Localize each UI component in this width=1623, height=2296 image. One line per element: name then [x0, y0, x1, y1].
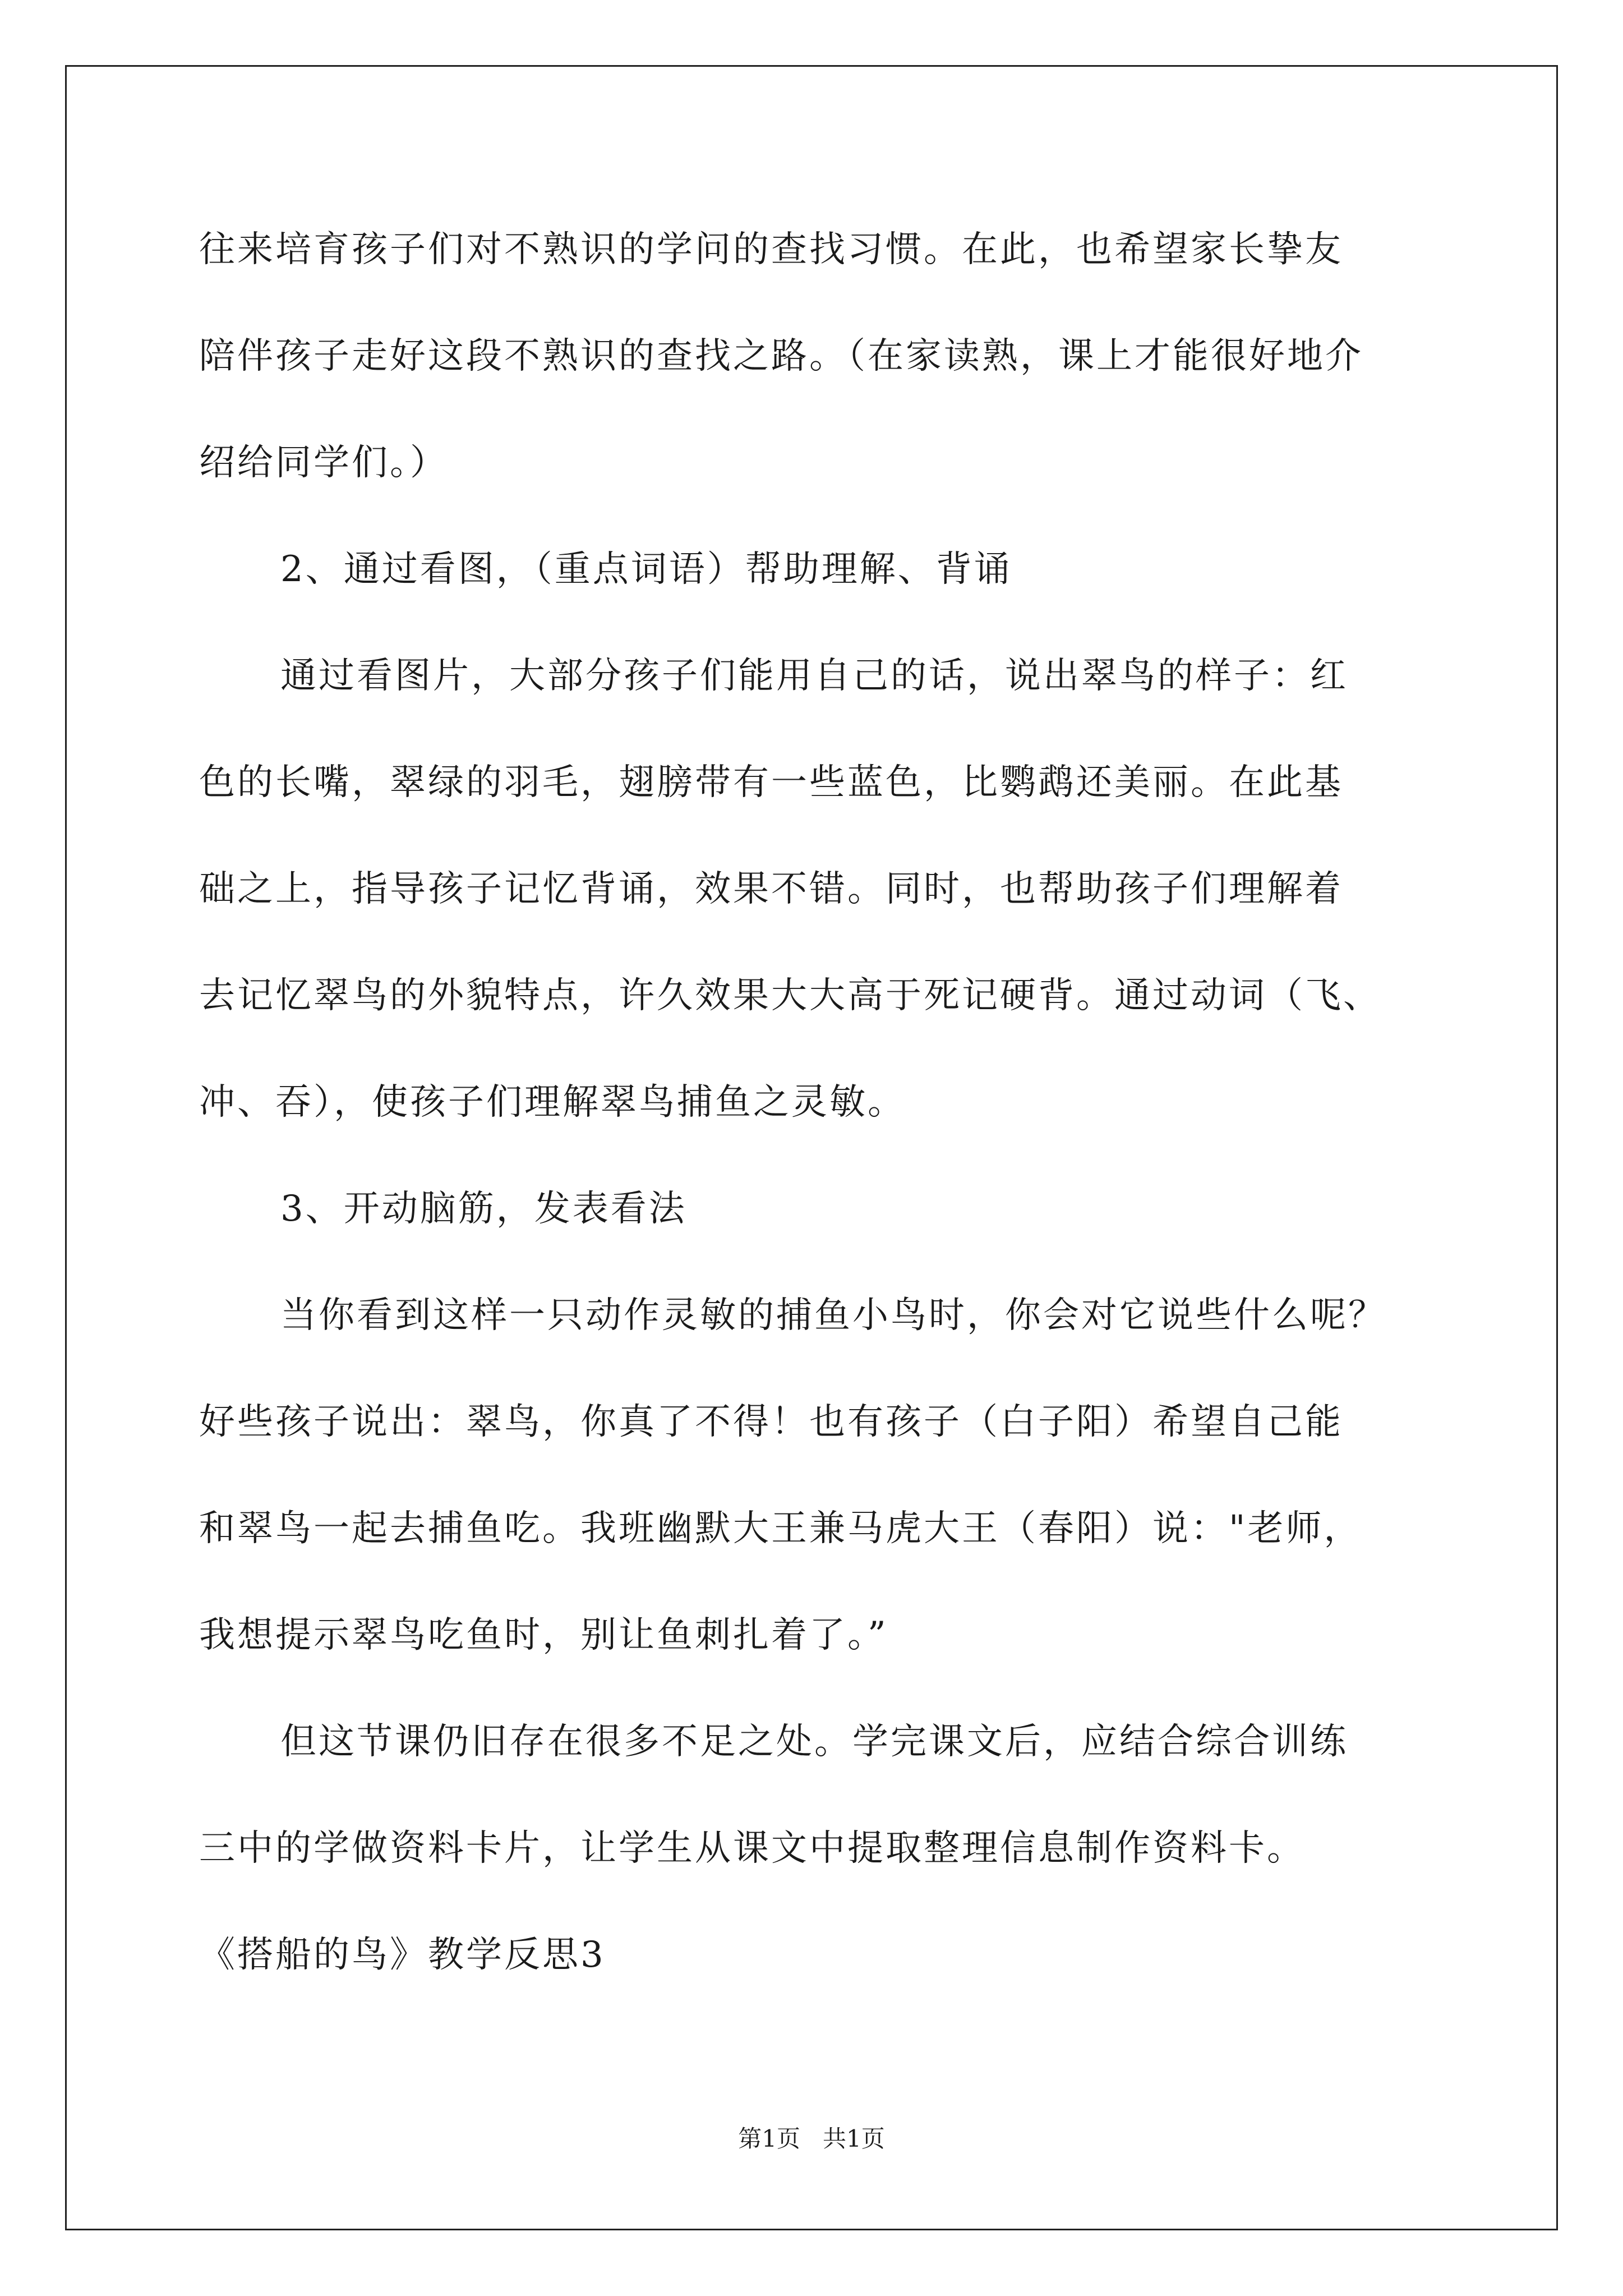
- text-line: 绍给同学们。）: [199, 442, 448, 484]
- text-line: 往来培育孩子们对不熟识的学问的查找习惯。在此，也希望家长挚友: [199, 229, 1343, 270]
- page-border: [65, 65, 1558, 2230]
- text-line: 通过看图片，大部分孩子们能用自己的话，说出翠鸟的样子：红: [280, 655, 1348, 697]
- section-heading: 3、开动脑筋，发表看法: [280, 1188, 687, 1230]
- page-footer: 第1页 共1页: [738, 2125, 885, 2152]
- text-line: 陪伴孩子走好这段不熟识的查找之路。（在家读熟，课上才能很好地介: [199, 335, 1363, 377]
- text-line: 冲、吞），使孩子们理解翠鸟捕鱼之灵敏。: [199, 1082, 906, 1123]
- text-line: 础之上，指导孩子记忆背诵，效果不错。同时，也帮助孩子们理解着: [199, 868, 1343, 910]
- text-line: 但这节课仍旧存在很多不足之处。学完课文后，应结合综合训练: [280, 1721, 1348, 1763]
- section-title: 《搭船的鸟》教学反思3: [199, 1934, 606, 1976]
- text-line: 我想提示翠鸟吃鱼时，别让鱼刺扎着了。”: [199, 1614, 888, 1656]
- text-line: 和翠鸟一起去捕鱼吃。我班幽默大王兼马虎大王（春阳）说："老师，: [199, 1508, 1362, 1549]
- text-line: 色的长嘴，翠绿的羽毛，翅膀带有一些蓝色，比鹦鹉还美丽。在此基: [199, 762, 1343, 803]
- text-line: 当你看到这样一只动作灵敏的捕鱼小鸟时，你会对它说些什么呢？: [280, 1295, 1386, 1336]
- text-line: 去记忆翠鸟的外貌特点，许久效果大大高于死记硬背。通过动词（飞、: [199, 975, 1381, 1016]
- text-line: 好些孩子说出：翠鸟，你真了不得！也有孩子（白子阳）希望自己能: [199, 1401, 1343, 1443]
- section-heading: 2、通过看图，（重点词语）帮助理解、背诵: [280, 549, 1012, 590]
- text-line: 三中的学做资料卡片，让学生从课文中提取整理信息制作资料卡。: [199, 1828, 1305, 1869]
